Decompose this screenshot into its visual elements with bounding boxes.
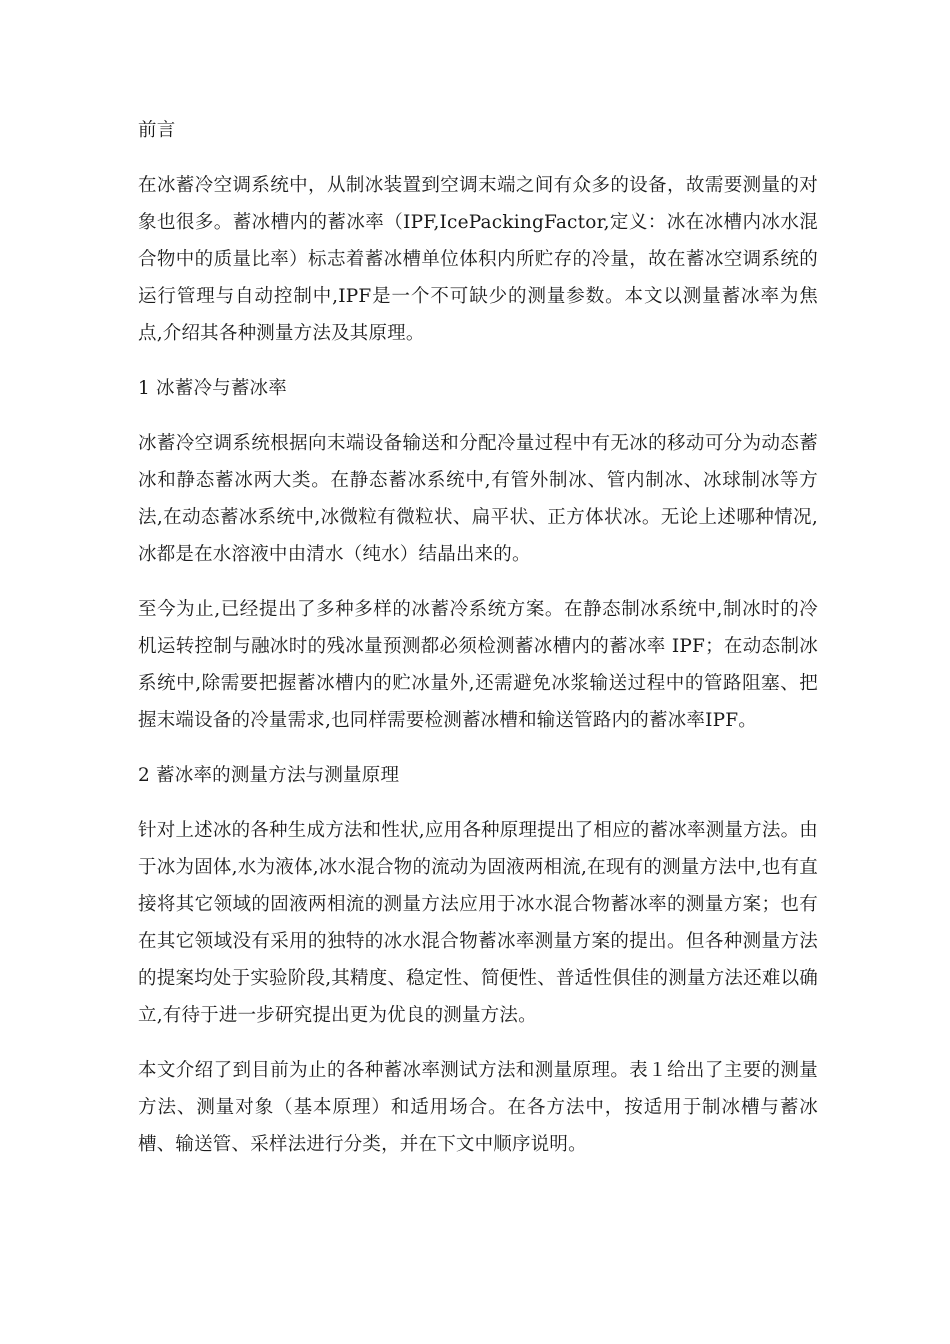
preface-paragraph: 在冰蓄冷空调系统中，从制冰装置到空调末端之间有众多的设备，故需要测量的对象也很多。蓄冰槽内的蓄冰率（IPF,IcePackingFactor,定义：冰在冰槽内冰水混合物中的质量比率）标志着蓄冰槽单位体积内所贮存的冷量，故在蓄冰空调系统的运行管理与自动控制中,IPF是一个不可缺少的测量参数。本文以测量蓄冰率为焦点,介绍其各种测量方法及其原理。 (138, 175, 818, 344)
section-2-heading: 2 蓄冰率的测量方法与测量原理 (138, 765, 400, 786)
document-body (138, 112, 818, 1181)
section-1-paragraph-1: 冰蓄冷空调系统根据向末端设备输送和分配冷量过程中有无冰的移动可分为动态蓄冰和静态蓄冰两大类。在静态蓄冰系统中,有管外制冰、管内制冰、冰球制冰等方法,在动态蓄冰系统中,冰微粒有微粒状、扁平状、正方体状冰。无论上述哪种情况,冰都是在水溶液中由清水（纯水）结晶出来的。 (138, 433, 818, 565)
section-2-paragraph-1: 针对上述冰的各种生成方法和性状,应用各种原理提出了相应的蓄冰率测量方法。由于冰为固体,水为液体,冰水混合物的流动为固液两相流,在现有的测量方法中,也有直接将其它领域的固液两相流的测量方法应用于冰水混合物蓄冰率的测量方案；也有在其它领域没有采用的独特的冰水混合物蓄冰率测量方案的提出。但各种测量方法的提案均处于实验阶段,其精度、稳定性、简便性、普适性俱佳的测量方法还难以确立,有待于进一步研究提出更为优良的测量方法。 (138, 820, 818, 1026)
section-2-paragraph-2: 本文介绍了到目前为止的各种蓄冰率测试方法和测量原理。表１给出了主要的测量方法、测量对象（基本原理）和适用场合。在各方法中，按适用于制冰槽与蓄冰槽、输送管、采样法进行分类，并在下文中顺序说明。 (138, 1060, 818, 1155)
preface-heading: 前言 (138, 120, 176, 141)
section-1-heading: 1 冰蓄冷与蓄冰率 (138, 378, 287, 399)
section-1-paragraph-2: 至今为止,已经提出了多种多样的冰蓄冷系统方案。在静态制冰系统中,制冰时的冷机运转控制与融冰时的残冰量预测都必须检测蓄冰槽内的蓄冰率 IPF；在动态制冰系统中,除需要把握蓄冰槽内的贮冰量外,还需避免冰浆输送过程中的管路阻塞、把握末端设备的冷量需求,也同样需要检测蓄冰槽和输送管路内的蓄冰率IPF。 (138, 599, 818, 731)
